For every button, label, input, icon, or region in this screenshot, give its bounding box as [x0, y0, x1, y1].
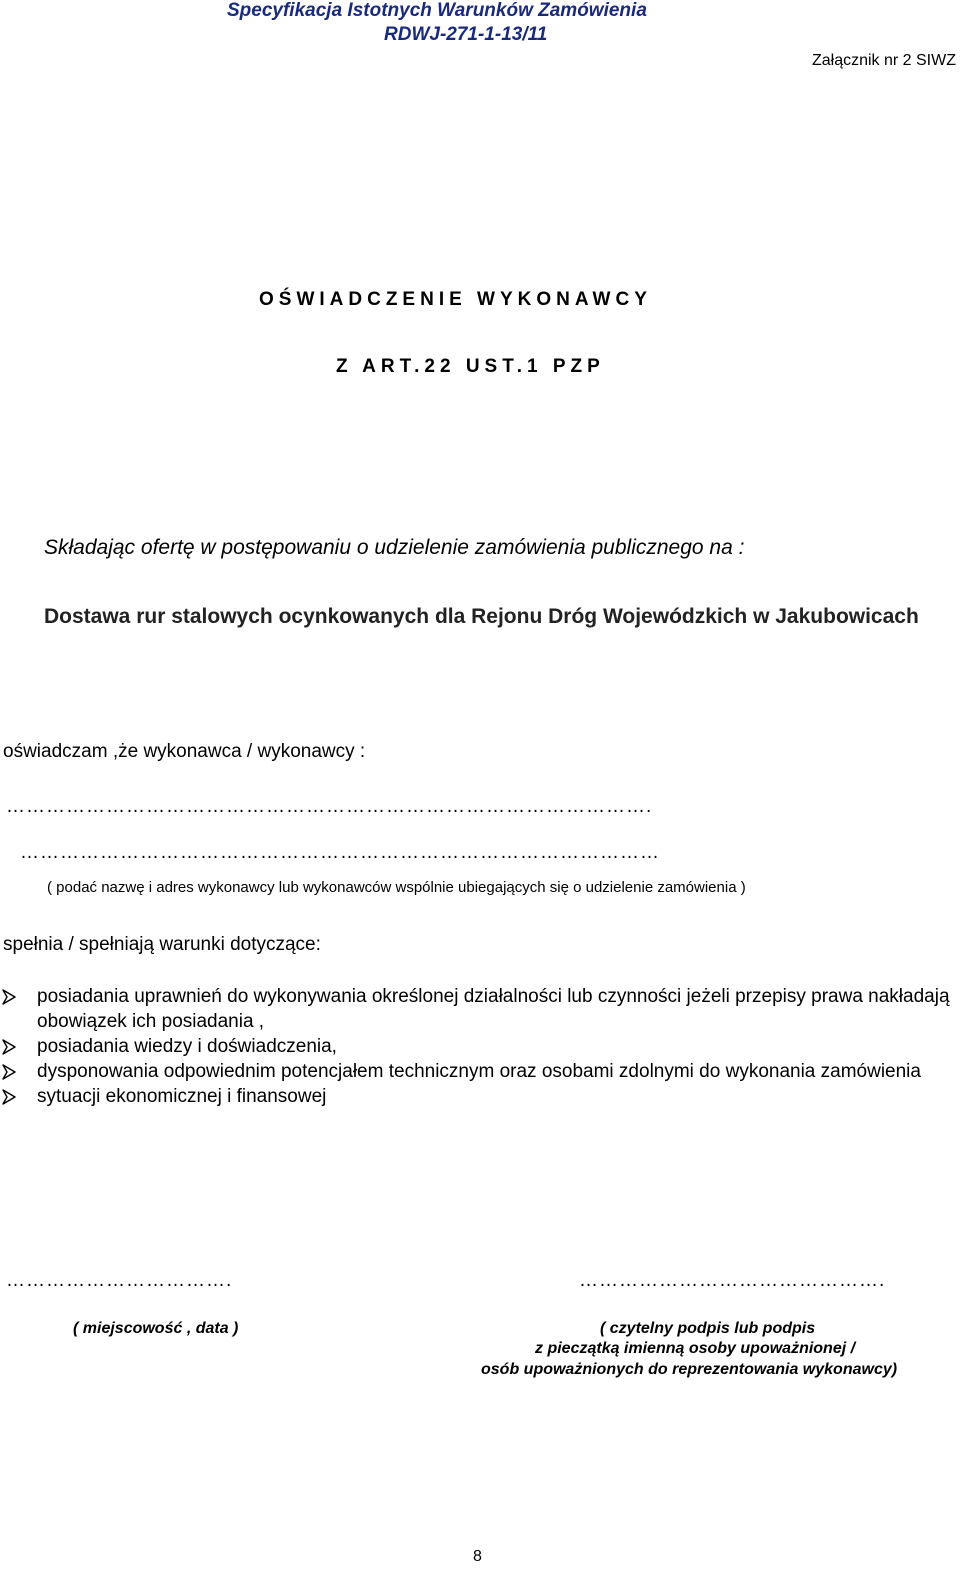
place-date-label: ( miejscowość , data ) [73, 1320, 239, 1337]
arrowhead-bullet-icon [2, 984, 22, 1012]
arrowhead-bullet-icon [2, 1084, 22, 1112]
statement-legal-basis: Z ART.22 UST.1 PZP [336, 356, 605, 377]
condition-text: sytuacji ekonomicznej i finansowej [37, 1086, 327, 1107]
signature-label-line-1: ( czytelny podpis lub podpis [600, 1320, 816, 1337]
contractor-name-field-line-1[interactable]: ……………………………………………………………………………………. [6, 796, 653, 817]
conditions-intro: spełnia / spełniają warunki dotyczące: [3, 934, 321, 955]
page-number: 8 [473, 1548, 482, 1565]
conditions-list [0, 984, 960, 1109]
attachment-label: Załącznik nr 2 SIWZ [811, 52, 956, 69]
arrowhead-bullet-icon [2, 1034, 22, 1062]
list-item [0, 1034, 960, 1059]
condition-text: dysponowania odpowiednim potencjałem technicznym oraz osobami zdolnymi do wykonania zamówienia [37, 1061, 921, 1082]
signature-label-line-3: osób upoważnionych do reprezentowania wykonawcy) [481, 1361, 898, 1378]
intro-text: Składając ofertę w postępowaniu o udzielenie zamówienia publicznego na : [44, 536, 745, 559]
place-date-field[interactable]: ……………………………. [6, 1270, 233, 1291]
document-reference-number: RDWJ-271-1-13/11 [384, 24, 548, 45]
order-subject: Dostawa rur stalowych ocynkowanych dla Rejonu Dróg Wojewódzkich w Jakubowicach [44, 605, 919, 628]
list-item [0, 1084, 960, 1109]
declaration-text: oświadczam ,że wykonawca / wykonawcy : [3, 741, 366, 762]
contractor-field-hint: ( podać nazwę i adres wykonawcy lub wykonawców wspólnie ubiegających się o udzielenie zamówienia ) [47, 879, 746, 896]
signature-label-line-2: z pieczątką imienną osoby upoważnionej / [535, 1340, 856, 1357]
list-item [0, 1059, 960, 1084]
arrowhead-bullet-icon [2, 1059, 22, 1087]
statement-title: OŚWIADCZENIE WYKONAWCY [259, 289, 652, 310]
document-header-title: Specyfikacja Istotnych Warunków Zamówienia [227, 0, 647, 21]
signature-field[interactable]: ………………………………………. [579, 1270, 886, 1291]
condition-text: posiadania uprawnień do wykonywania określonej działalności lub czynności jeżeli przepisy prawa nakładają obowiązek ich posiadania , [37, 986, 950, 1032]
list-item [0, 984, 960, 1034]
contractor-name-field-line-2[interactable]: …………………………………………………………………………………… [20, 842, 660, 863]
condition-text: posiadania wiedzy i doświadczenia, [37, 1036, 337, 1057]
